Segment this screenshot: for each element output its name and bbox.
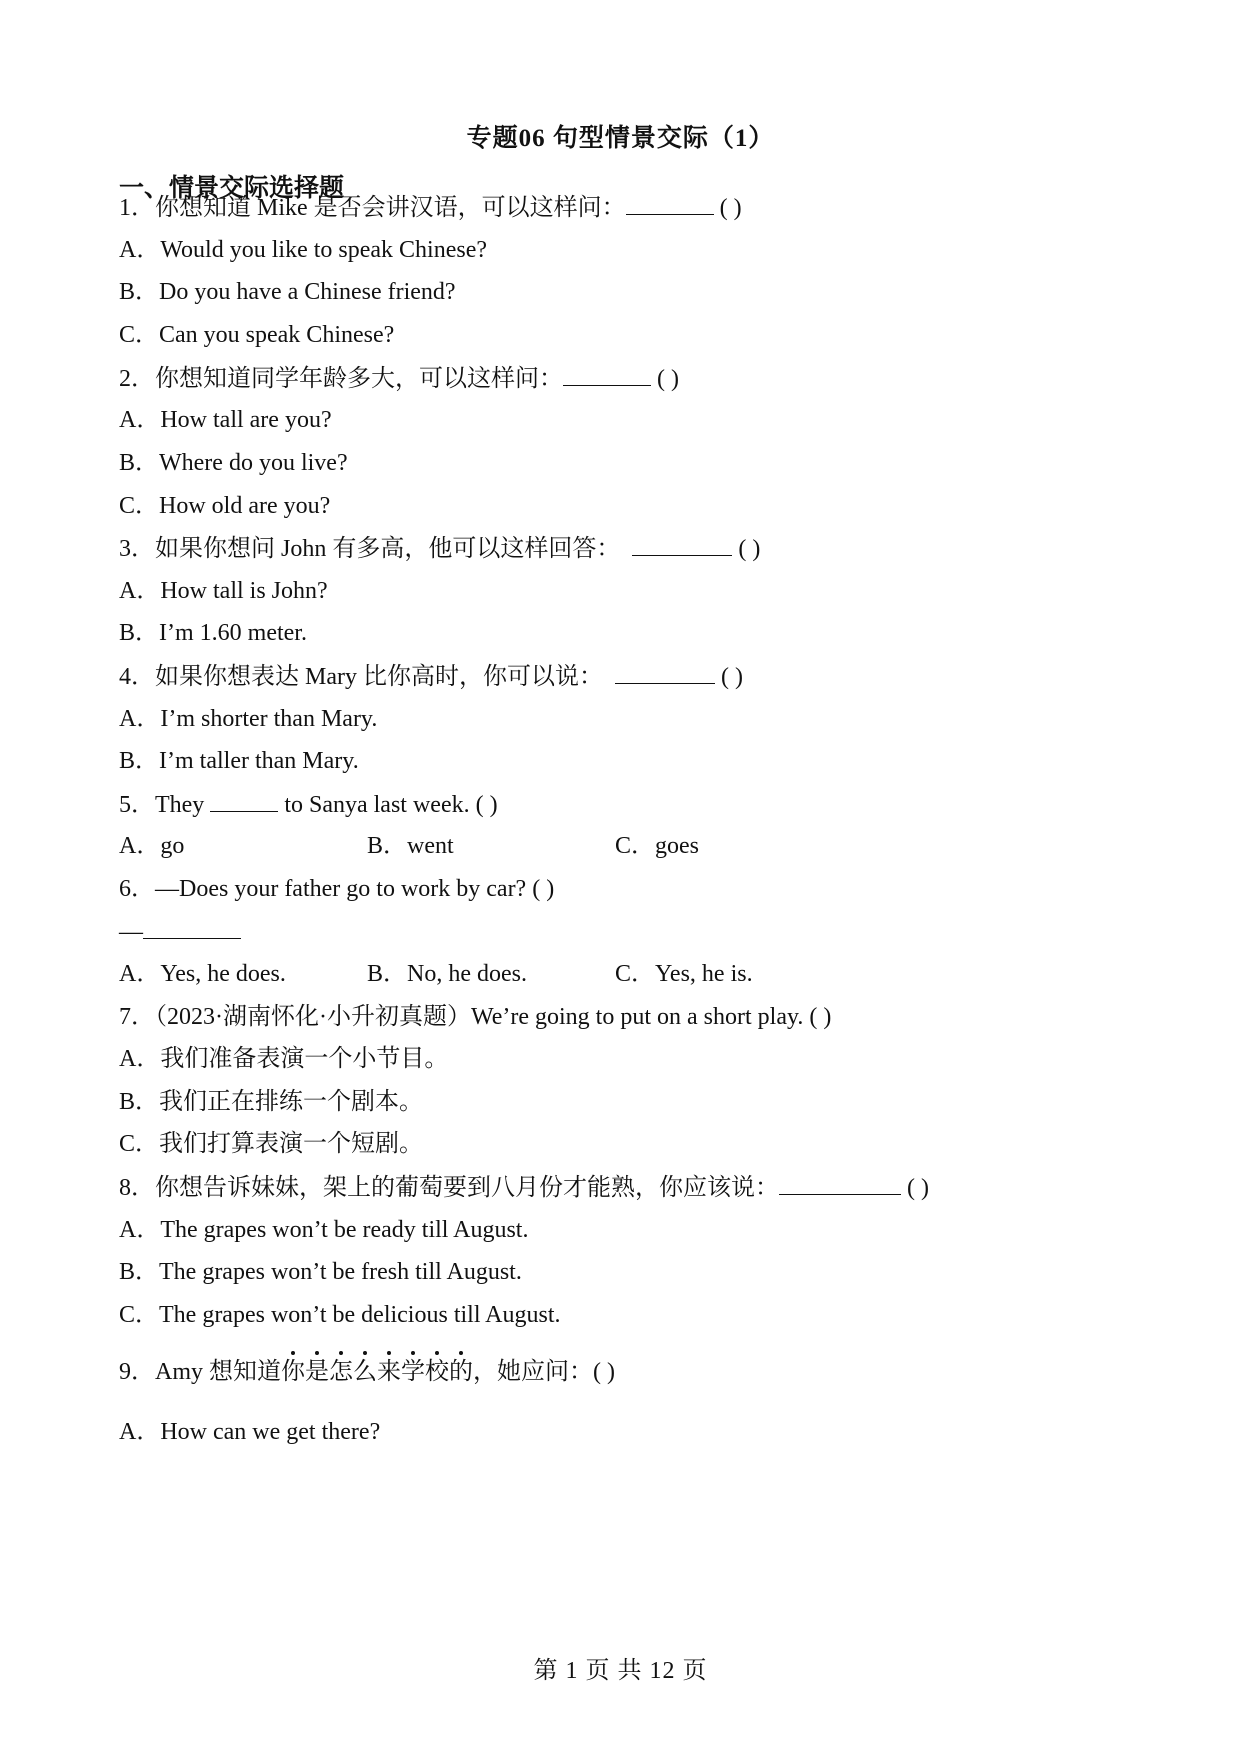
emphasis-char: 学 <box>401 1359 425 1385</box>
question-3 <box>119 533 760 564</box>
question-2-option-a: A．How tall are you? <box>119 407 332 433</box>
question-9-text-before: 9．Amy 想知道 <box>119 1359 281 1385</box>
question-4-option-b: B．I’m taller than Mary. <box>119 748 359 774</box>
question-1-option-a: A．Would you like to speak Chinese? <box>119 237 488 263</box>
question-5-option-b: B．went <box>367 833 454 859</box>
question-8-option-c: C．The grapes won’t be delicious till August. <box>119 1302 561 1328</box>
answer-paren: ( ) <box>657 366 679 392</box>
question-9-option-a: A．How can we get there? <box>119 1419 381 1445</box>
question-9 <box>119 1357 615 1387</box>
answer-paren: ( ) <box>907 1175 929 1201</box>
question-7-option-b: B．我们正在排练一个剧本。 <box>119 1089 424 1115</box>
section-heading: 一、情景交际选择题 <box>119 175 345 202</box>
question-8 <box>119 1172 929 1203</box>
answer-paren: ( ) <box>738 536 761 562</box>
answer-blank[interactable] <box>143 916 241 939</box>
page-title: 专题06 句型情景交际（1） <box>466 125 775 152</box>
question-2-option-c: C．How old are you? <box>119 493 331 519</box>
answer-blank[interactable] <box>632 533 732 556</box>
question-2-option-b: B．Where do you live? <box>119 450 348 476</box>
question-5-text-after: to Sanya last week. ( ) <box>278 792 498 818</box>
question-6: 6．—Does your father go to work by car? ( ) <box>119 876 555 902</box>
question-1 <box>119 192 742 223</box>
question-6-option-b: B．No, he does. <box>367 961 527 987</box>
question-7-option-a: A．我们准备表演一个小节目。 <box>119 1046 449 1072</box>
question-1-text: 1．你想知道 Mike 是否会讲汉语，可以这样问： <box>119 195 626 221</box>
question-6-response <box>119 916 241 947</box>
answer-blank[interactable] <box>563 363 651 386</box>
question-3-option-b: B．I’m 1.60 meter. <box>119 620 307 646</box>
emphasis-char: 来 <box>377 1359 401 1385</box>
question-3-option-a: A．How tall is John? <box>119 578 328 604</box>
emphasis-char: 校 <box>425 1359 449 1385</box>
emphasis-char: 么 <box>353 1359 377 1385</box>
question-2 <box>119 363 679 394</box>
answer-blank[interactable] <box>210 789 278 812</box>
question-5 <box>119 789 498 820</box>
question-1-option-b: B．Do you have a Chinese friend? <box>119 279 456 305</box>
emphasis-char: 是 <box>305 1359 329 1385</box>
dash: — <box>119 919 143 945</box>
question-1-option-c: C．Can you speak Chinese? <box>119 322 395 348</box>
question-4-text: 4．如果你想表达 Mary 比你高时，你可以说： <box>119 664 603 690</box>
question-8-text: 8．你想告诉妹妹，架上的葡萄要到八月份才能熟，你应该说： <box>119 1175 779 1201</box>
answer-blank[interactable] <box>626 192 714 215</box>
question-8-option-b: B．The grapes won’t be fresh till August. <box>119 1259 522 1285</box>
answer-blank[interactable] <box>615 661 715 684</box>
emphasis-char: 怎 <box>329 1359 353 1385</box>
page-footer: 第 1 页 共 12 页 <box>533 1658 708 1684</box>
question-6-option-a: A．Yes, he does. <box>119 961 286 987</box>
answer-blank[interactable] <box>779 1172 901 1195</box>
answer-paren: ( ) <box>720 664 743 690</box>
question-4 <box>119 661 743 692</box>
question-5-option-a: A．go <box>119 833 185 859</box>
question-7: 7．（2023·湖南怀化·小升初真题）We’re going to put on a short play. ( ) <box>119 1004 832 1030</box>
question-9-text-after: ，她应问：( ) <box>473 1359 615 1385</box>
question-5-option-c: C．goes <box>615 833 699 859</box>
answer-paren: ( ) <box>719 195 742 221</box>
question-7-option-c: C．我们打算表演一个短剧。 <box>119 1131 424 1157</box>
question-8-option-a: A．The grapes won’t be ready till August. <box>119 1217 529 1243</box>
emphasis-char: 你 <box>281 1359 305 1385</box>
question-6-option-c: C．Yes, he is. <box>615 961 753 987</box>
question-3-text: 3．如果你想问 John 有多高，他可以这样回答： <box>119 536 621 562</box>
question-2-text: 2．你想知道同学年龄多大，可以这样问： <box>119 366 563 392</box>
question-4-option-a: A．I’m shorter than Mary. <box>119 706 378 732</box>
emphasis-char: 的 <box>449 1359 473 1385</box>
question-5-text-before: 5．They <box>119 792 211 818</box>
